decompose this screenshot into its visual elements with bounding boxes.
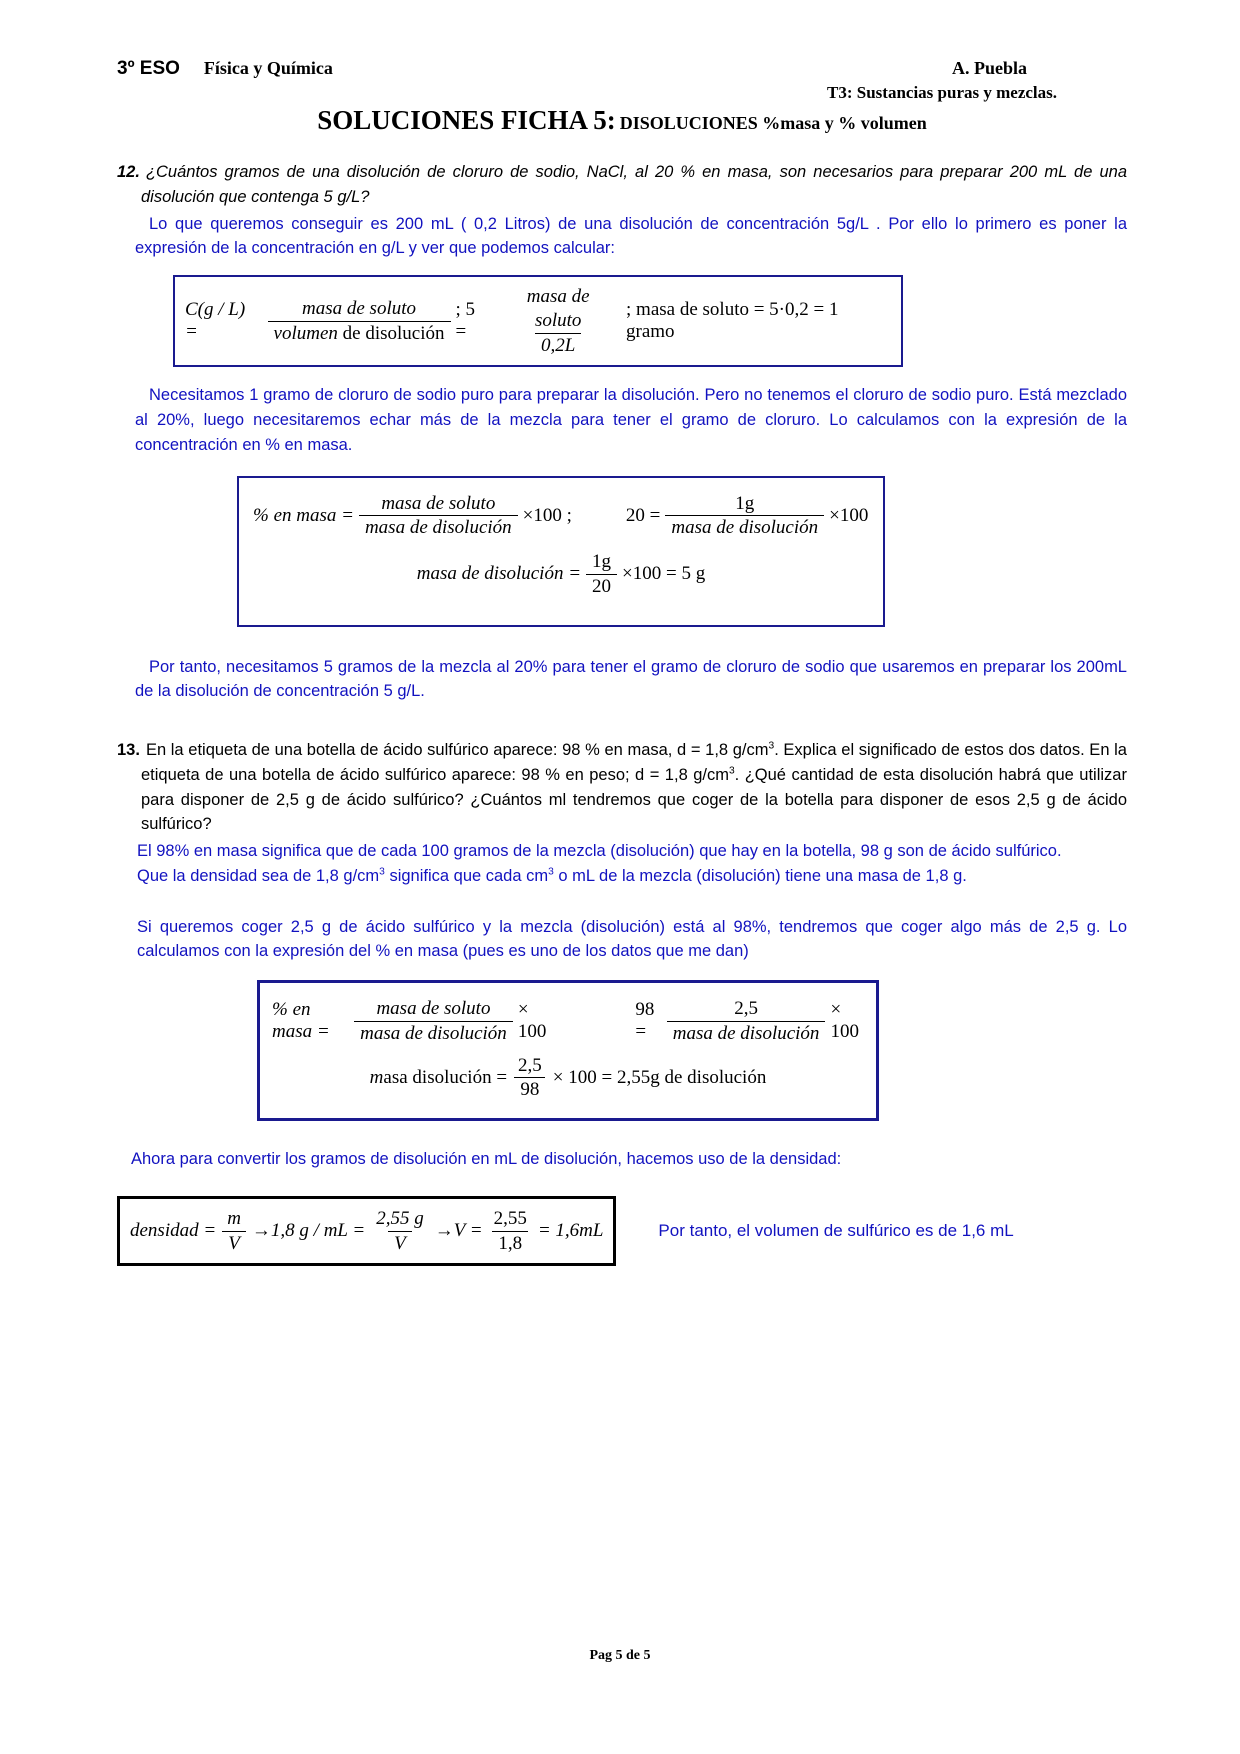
title-main: SOLUCIONES FICHA 5: xyxy=(317,105,616,135)
question-12-number: 12. xyxy=(117,163,140,181)
answer-13-mass-meaning: El 98% en masa significa que de cada 100 gramos de la mezcla (disolución) que hay en la botella, 98 g son de ácido sulfúrico. xyxy=(137,842,1062,860)
formula2-row1: % en masa = $\frac{\text{masa de soluto}}{\text{masa de disolución}}$ ×100 ; 20 = $\frac{1g}{\text{masa de disolución}}$ ×100 xyxy=(253,492,869,539)
question-13-number: 13. xyxy=(117,741,140,759)
fraction: $\frac{\text{masa de soluto}}{\text{volumen de disolución}}$ xyxy=(268,297,451,346)
answer-13-approach: Si queremos coger 2,5 g de ácido sulfúrico y la mezcla (disolución) está al 98%, tendremos que coger algo más de 2,5 g. Lo calculamos con la expresión del % en masa (pues es uno de los datos que me dan) xyxy=(137,917,1127,961)
answer-13-conclusion: Por tanto, el volumen de sulfúrico es de 1,6 mL xyxy=(658,1221,1014,1240)
topic-label: T3: Sustancias puras y mezclas. xyxy=(827,83,1057,102)
formula1-sep: ; 5 = xyxy=(455,299,476,343)
formula1-result: ; masa de soluto = 5·0,2 = 1 gramo xyxy=(626,299,839,343)
page-number: Pag 5 de 5 xyxy=(589,1648,651,1663)
fraction: $\frac{2,55}{1,8}$ xyxy=(493,1207,527,1254)
formula-box-concentration xyxy=(173,275,903,367)
arrow-right-icon: → xyxy=(251,1220,271,1241)
density-calculation-row xyxy=(117,1196,1127,1267)
answer-12-explain: Necesitamos 1 gramo de cloruro de sodio puro para preparar la disolución. Pero no tenemos el cloruro de sodio puro. Está mezclado al 20%, luego necesitaremos echar más de la mezcla para tener el gramo de cloruro. Lo calculamos con la expresión de la concentración en % en masa. xyxy=(135,386,1127,454)
answer-12-intro: Lo que queremos conseguir es 200 mL ( 0,2 Litros) de una disolución de concentración 5g/L . Por ello lo primero es poner la expresión de la concentración en g/L y ver que podemos calcular: xyxy=(135,214,1127,258)
arrow-right-icon: → xyxy=(434,1220,454,1241)
answer-13-density-meaning: Que la densidad sea de 1,8 $g/cm^3$ significa que cada $cm^3$ o mL de la mezcla (disolución) tiene una masa de 1,8 g. xyxy=(137,866,967,885)
superscript: 3 xyxy=(379,866,385,878)
fraction: $\frac{1g}{\text{masa de disolución}}$ xyxy=(665,492,824,541)
fraction: $\frac{2,55 g}{V}$ xyxy=(376,1207,424,1254)
formula2-row2: masa de disolución = $\frac{1g}{20}$ ×100 = 5 g xyxy=(416,551,706,597)
formula-box-density: densidad = $\frac{m}{V}$ → 1,8 g / mL = $\frac{2,55 g}{V}$ → V = $\frac{2,55}{1,8}$ = 1,6mL xyxy=(117,1196,616,1267)
formula3-row2: masa disolución = $\frac{2,5}{98}$ × 100 = 2,55g de disolución xyxy=(369,1054,767,1101)
answer-12-conclusion: Por tanto, necesitamos 5 gramos de la mezcla al 20% para tener el gramo de cloruro de sodio que usaremos en preparar los 200mL de la disolución de concentración 5 g/L. xyxy=(135,657,1127,701)
fraction: $\frac{2,5}{98}$ xyxy=(512,1054,548,1103)
superscript: 3 xyxy=(548,866,554,878)
question-13 xyxy=(117,738,1127,837)
subject-label: Física y Química xyxy=(203,58,333,78)
title-subtitle: DISOLUCIONES %masa y % volumen xyxy=(619,113,927,133)
formula3-row1: % en masa = $\frac{\text{masa de soluto}}{\text{masa de disolución}}$ × 100 98 = $\frac{2,5}{\text{masa de disolución}}$ × 100 xyxy=(272,998,859,1044)
fraction: $\frac{1g}{20}$ xyxy=(586,550,617,599)
fraction: $\frac{\text{masa de soluto}}{\text{masa de disolución}}$ xyxy=(354,997,513,1046)
fraction: $\frac{\text{masa de soluto}}{0,2L}$ xyxy=(526,286,590,356)
superscript: 3 xyxy=(728,765,735,777)
question-12-text: ¿Cuántos gramos de una disolución de cloruro de sodio, NaCl, al 20 % en masa, son necesarios para preparar 200 mL de una disolución que contenga 5 g/L? xyxy=(141,163,1127,206)
fraction: $\frac{m}{V}$ xyxy=(221,1207,247,1256)
question-13-text: En la etiqueta de una botella de ácido sulfúrico aparece: 98 % en masa, d = 1,8 $g/cm^3$. Explica el significado de estos dos datos. En la etiqueta de una botella de ácido sulfúrico aparece: 98 % en peso; d = 1,8 $g/cm^3$. ¿Qué cantidad de esta disolución habrá que utilizar para disponer de 2,5 g de ácido sulfúrico? ¿Cuántos ml tendremos que coger de la botella para disponer de esos 2,5 g de ácido sulfúrico? xyxy=(141,740,1127,834)
fraction: $\frac{2,5}{\text{masa de disolución}}$ xyxy=(667,997,826,1046)
page-header xyxy=(117,58,1127,80)
question-12 xyxy=(117,160,1127,210)
fraction: $\frac{\text{masa de soluto}}{\text{masa de disolución}}$ xyxy=(359,492,518,541)
author-label: A. Puebla xyxy=(951,58,1027,78)
formula-box-percent-mass-2 xyxy=(257,980,879,1121)
formula1-lhs: C(g / L) = xyxy=(185,299,246,343)
superscript: 3 xyxy=(768,740,775,752)
document-title xyxy=(117,105,1127,136)
formula-box-percent-mass-1 xyxy=(237,476,885,627)
answer-13-density-intro: Ahora para convertir los gramos de disolución en mL de disolución, hacemos uso de la densidad: xyxy=(131,1150,842,1168)
course-label: 3º ESO xyxy=(117,58,180,79)
